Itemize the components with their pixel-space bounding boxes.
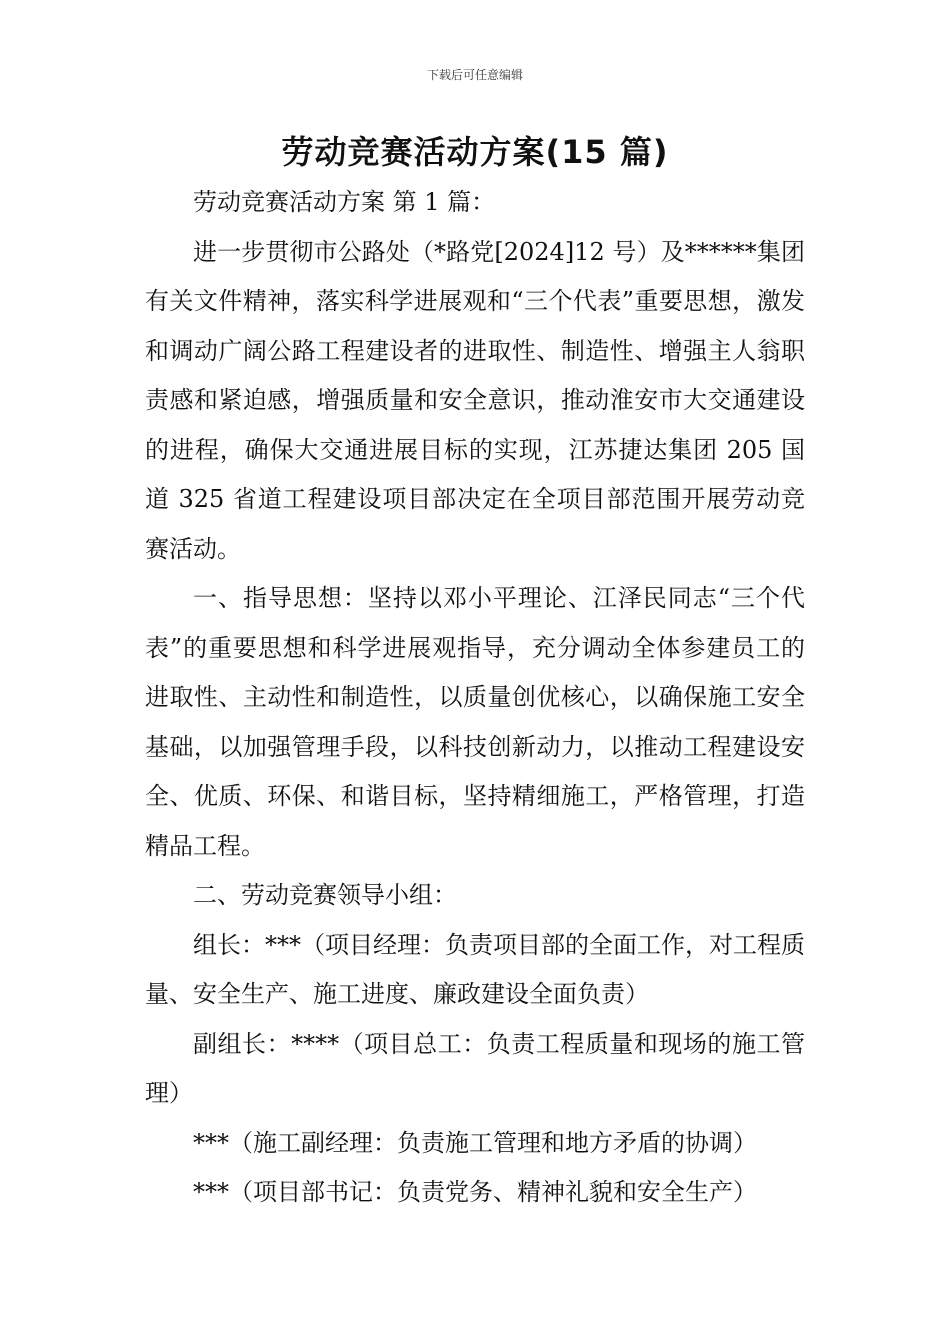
document-title: 劳动竞赛活动方案(15 篇) xyxy=(281,133,669,171)
paragraph-intro: 进一步贯彻市公路处（*路党[2024]12 号）及******集团有关文件精神，落实科学进展观和“三个代表”重要思想，激发和调动广阔公路工程建设者的进取性、制造性、增强主人翁职责感和紧迫感，增强质量和安全意识，推动淮安市大交通建设的进程，确保大交通进展目标的实现，江苏捷达集团 205 国道 325 省道工程建设项目部决定在全项目部范围开展劳动竞赛活动。 xyxy=(145,237,805,563)
paragraph-party-secretary: ***（项目部书记：负责党务、精神礼貌和安全生产） xyxy=(193,1178,757,1206)
document-body xyxy=(145,178,805,1218)
paragraph-leadership-group: 二、劳动竞赛领导小组： xyxy=(193,881,457,909)
paragraph-construction-deputy: ***（施工副经理：负责施工管理和地方矛盾的协调） xyxy=(193,1128,757,1157)
paragraph-guiding-thought: 一、指导思想：坚持以邓小平理论、江泽民同志“三个代表”的重要思想和科学进展观指导，充分调动全体参建员工的进取性、主动性和制造性，以质量创优核心，以确保施工安全基础，以加强管理手段，以科技创新动力，以推动工程建设安全、优质、环保、和谐目标，坚持精细施工，严格管理，打造精品工程。 xyxy=(145,584,805,860)
paragraph-deputy-leader: 副组长：****（项目总工：负责工程质量和现场的施工管理） xyxy=(145,1029,805,1107)
paragraph-section-heading: 劳动竞赛活动方案 第 1 篇： xyxy=(193,188,496,216)
header-note: 下载后可任意编辑 xyxy=(426,68,523,82)
paragraph-group-leader: 组长：***（项目经理：负责项目部的全面工作，对工程质量、安全生产、施工进度、廉政建设全面负责） xyxy=(145,930,805,1008)
